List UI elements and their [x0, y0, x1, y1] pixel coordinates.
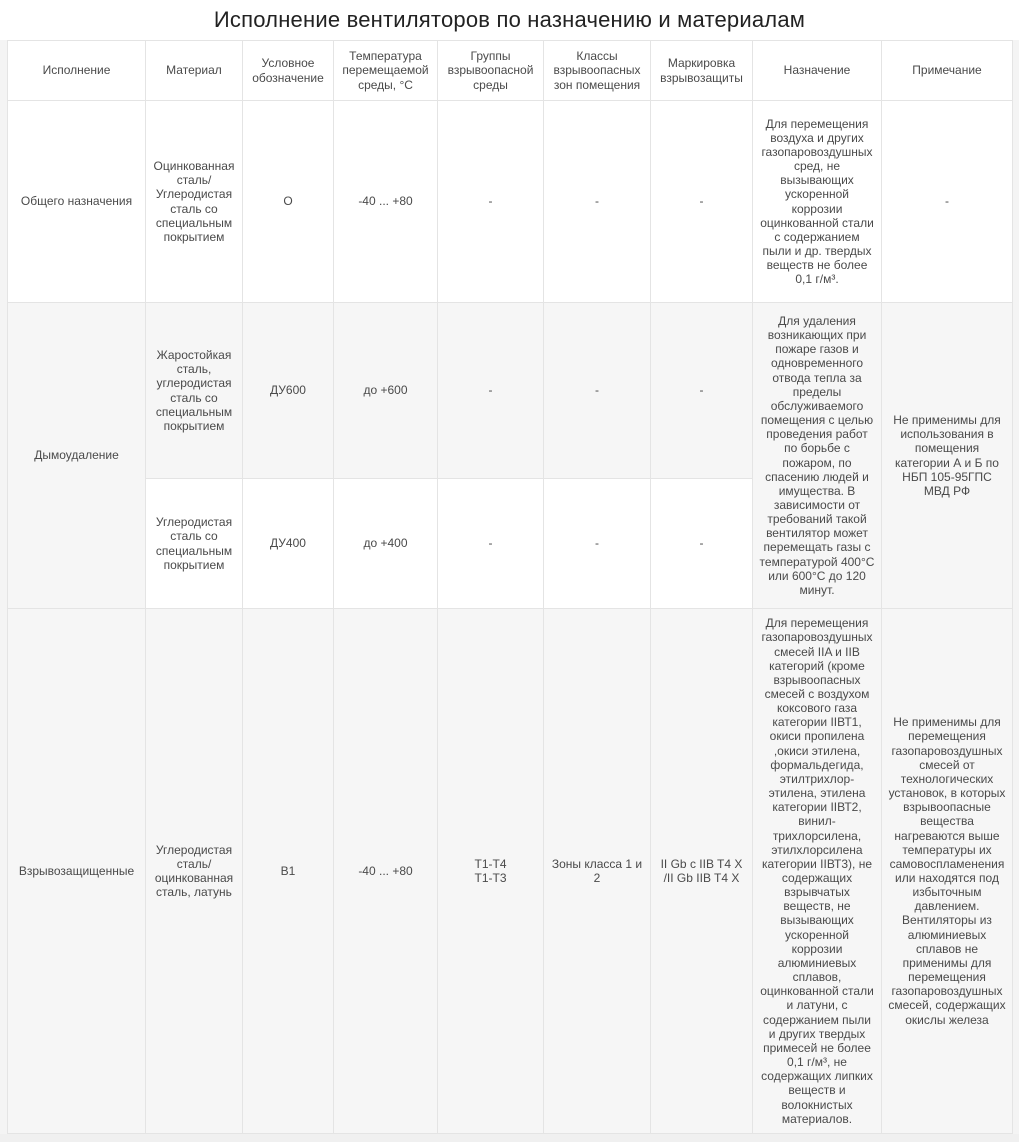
cell-general-note: - [882, 101, 1013, 303]
cell-explosion-group [438, 609, 544, 1134]
cell-du600-temperature: до +600 [334, 303, 438, 479]
cell-du400-marking: - [651, 479, 753, 609]
cell-du600-material: Жаростойкая сталь, углеродистая сталь со специальным покрытием [146, 303, 243, 479]
cell-explosion-temperature: -40 ... +80 [334, 609, 438, 1134]
header-note: Примечание [882, 41, 1013, 101]
cell-explosion-zone: Зоны класса 1 и 2 [544, 609, 651, 1134]
row-smoke-du600 [8, 303, 1013, 479]
cell-du400-material: Углеродистая сталь со специальным покрытием [146, 479, 243, 609]
cell-du400-group: - [438, 479, 544, 609]
cell-du600-designation: ДУ600 [243, 303, 334, 479]
cell-du400-designation: ДУ400 [243, 479, 334, 609]
cell-explosion-purpose: Для перемещения газопаровоздушных смесей IIA и IIB категорий (кроме взрывоопасных смесей с воздухом коксового газа категории IIВТ1, окиси пропилена ,окиси этилена, формальдегида, этилтрихлор- этилена, этилена категории IIВТ2, винил- трихлорсилена, этилхлорсилена категории IIВТ3), не содержащих взрывчатых веществ, не вызывающих ускоренной коррозии алюминиевых сплавов, оцинкованной стали и латуни, с содержанием пыли и других твердых примесей не более 0,1 г/м³, не содержащих липких веществ и волокнистых материалов. [753, 609, 882, 1134]
row-explosion-proof [8, 609, 1013, 1134]
cell-du400-zone: - [544, 479, 651, 609]
header-design: Исполнение [8, 41, 146, 101]
cell-explosion-note: Не применимы для перемещения газопаровоздушных смесей от технологических установок, в которых взрывоопасные вещества нагреваются выше температуры их самовоспламенения или находятся под избыточным давлением. Вентиляторы из алюминиевых сплавов не применимы для перемещения газопаровоздушных смесей, содержащих окислы железа [882, 609, 1013, 1134]
cell-du600-marking: - [651, 303, 753, 479]
header-purpose: Назначение [753, 41, 882, 101]
cell-explosion-marking [651, 609, 753, 1134]
cell-general-temperature: -40 ... +80 [334, 101, 438, 303]
cell-du400-temperature: до +400 [334, 479, 438, 609]
cell-general-name: Общего назначения [8, 101, 146, 303]
cell-general-material: Оцинкованная сталь/ Углеродистая сталь со специальным покрытием [146, 101, 243, 303]
cell-smoke-name: Дымоудаление [8, 303, 146, 609]
header-designation: Условное обозначение [243, 41, 334, 101]
header-row [8, 41, 1013, 101]
cell-explosion-material: Углеродистая сталь/ оцинкованная сталь, латунь [146, 609, 243, 1134]
header-marking: Маркировка взрывозащиты [651, 41, 753, 101]
explosion-group-line1: Т1-Т4 [474, 856, 507, 871]
row-general-purpose [8, 101, 1013, 303]
fan-design-table [7, 40, 1013, 1134]
explosion-marking-line2: /II Gb IIB T4 X [663, 871, 740, 885]
cell-general-group: - [438, 101, 544, 303]
header-zone-classes: Классы взрывоопасных зон помещения [544, 41, 651, 101]
cell-explosion-designation: В1 [243, 609, 334, 1134]
cell-du600-group: - [438, 303, 544, 479]
cell-explosion-name: Взрывозащищенные [8, 609, 146, 1134]
page-title: Исполнение вентиляторов по назначению и материалам [213, 7, 806, 32]
cell-du600-zone: - [544, 303, 651, 479]
explosion-marking-line1: II Gb с IIB T4 X [660, 856, 743, 871]
header-explosive-groups: Группы взрывоопасной среды [438, 41, 544, 101]
cell-general-designation: О [243, 101, 334, 303]
explosion-group-line2: Т1-Т3 [474, 871, 507, 885]
cell-smoke-note: Не применимы для использования в помещения категории А и Б по НБП 105-95ГПС МВД РФ [882, 303, 1013, 609]
cell-general-purpose: Для перемещения воздуха и других газопаровоздушных сред, не вызывающих ускоренной коррозии оцинкованной стали с содержанием пыли и др. твердых веществ не более 0,1 г/м³. [753, 101, 882, 303]
header-temperature: Температура перемещаемой среды, °С [334, 41, 438, 101]
title-band [0, 0, 1019, 40]
cell-general-zone: - [544, 101, 651, 303]
cell-general-marking: - [651, 101, 753, 303]
cell-smoke-purpose: Для удаления возникающих при пожаре газов и одновременного отвода тепла за пределы обслуживаемого помещения с целью проведения работ по борьбе с пожаром, по спасению людей и имущества. В зависимости от требований такой вентилятор может перемещать газы с температурой 400°С или 600°С до 120 минут. [753, 303, 882, 609]
header-material: Материал [146, 41, 243, 101]
